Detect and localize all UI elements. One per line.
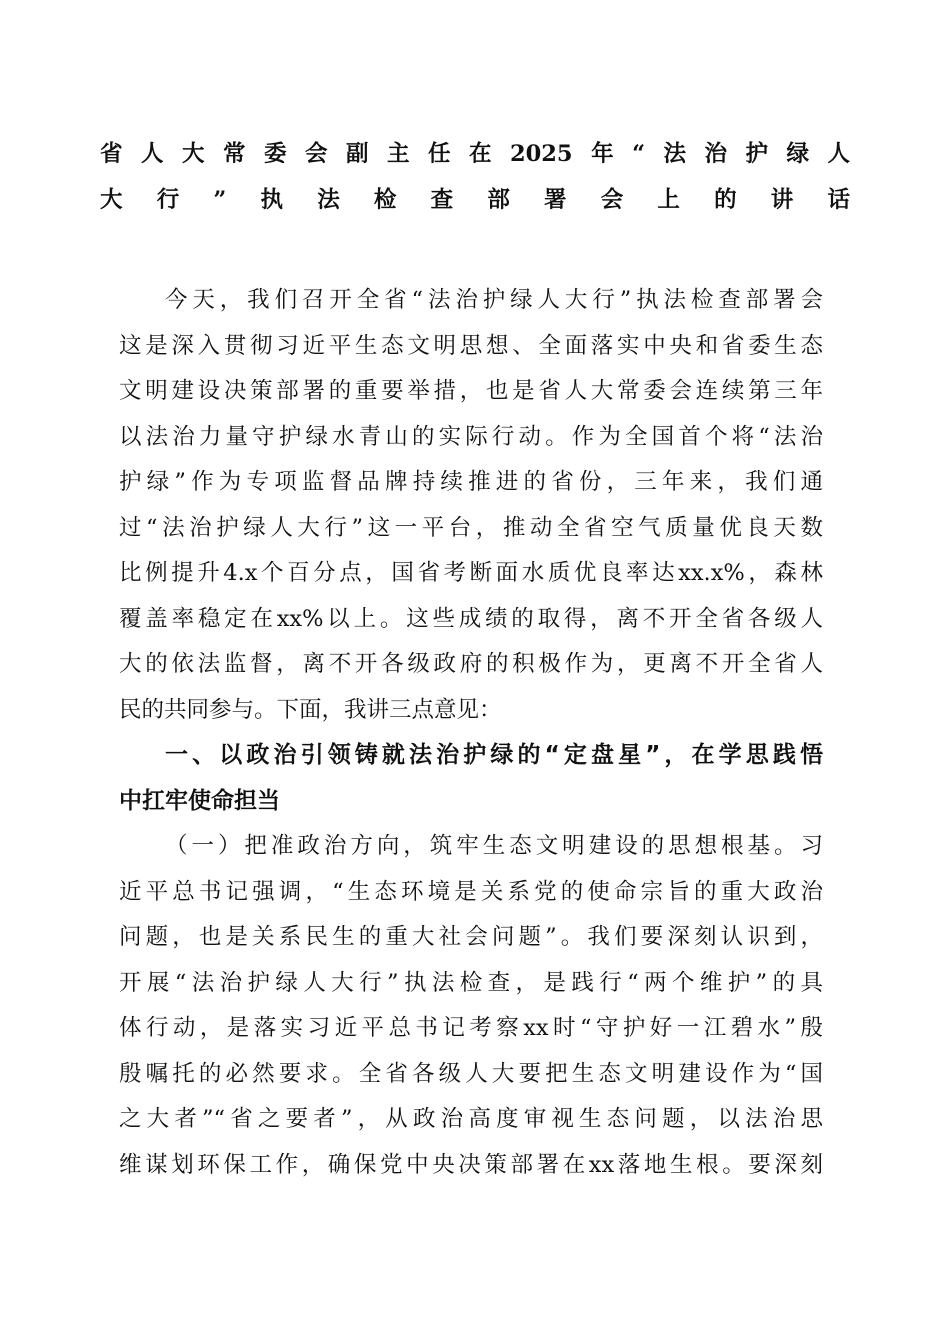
document-body bbox=[119, 278, 823, 1188]
paragraph-line: （一）把准政治方向，筑牢生态文明建设的思想根基。习 bbox=[165, 833, 823, 859]
heading-line: 中扛牢使命担当 bbox=[119, 787, 280, 814]
heading-line: 一、以政治引领铸就法治护绿的“定盘星”，在学思践悟 bbox=[165, 742, 823, 768]
paragraph-line: 比例提升4.x个百分点，国省考断面水质优良率达xx.x%，森林 bbox=[119, 560, 823, 586]
title-line-1: 省人大常委会副主任在2025年“法治护绿人 bbox=[100, 141, 850, 167]
title-line-2: 大行”执法检查部署会上的讲话 bbox=[100, 186, 850, 213]
paragraph-line: 近平总书记强调，“生态环境是关系党的使命宗旨的重大政治 bbox=[119, 878, 823, 905]
paragraph-line: 覆盖率稳定在xx%以上。这些成绩的取得，离不开全省各级人 bbox=[119, 605, 823, 632]
paragraph-line: 殷嘱托的必然要求。全省各级人大要把生态文明建设作为“国 bbox=[119, 1060, 823, 1087]
paragraph-line: 今天，我们召开全省“法治护绿人大行”执法检查部署会 bbox=[165, 287, 823, 313]
paragraph-intro bbox=[119, 278, 823, 733]
paragraph-line: 体行动，是落实习近平总书记考察xx时“守护好一江碧水”殷 bbox=[119, 1015, 823, 1041]
paragraph-line: 这是深入贯彻习近平生态文明思想、全面落实中央和省委生态 bbox=[119, 332, 823, 359]
paragraph-line: 大的依法监督，离不开各级政府的积极作为，更离不开全省人 bbox=[119, 651, 823, 677]
paragraph-line: 以法治力量守护绿水青山的实际行动。作为全国首个将“法治 bbox=[119, 423, 823, 450]
paragraph-subsection-1 bbox=[119, 824, 823, 1188]
paragraph-line: 开展“法治护绿人大行”执法检查，是践行“两个维护”的具 bbox=[119, 969, 823, 996]
paragraph-line: 问题，也是关系民生的重大社会问题”。我们要深刻认识到， bbox=[119, 924, 823, 950]
paragraph-line: 民的共同参与。下面，我讲三点意见： bbox=[119, 696, 502, 723]
paragraph-line: 文明建设决策部署的重要举措，也是省人大常委会连续第三年 bbox=[119, 378, 823, 404]
section-heading-1 bbox=[119, 733, 823, 824]
paragraph-line: 之大者”“省之要者”，从政治高度审视生态问题，以法治思 bbox=[119, 1106, 823, 1132]
document-title bbox=[100, 132, 850, 223]
paragraph-line: 护绿”作为专项监督品牌持续推进的省份，三年来，我们通 bbox=[119, 469, 823, 495]
paragraph-line: 过“法治护绿人大行”这一平台，推动全省空气质量优良天数 bbox=[119, 514, 823, 541]
paragraph-line: 维谋划环保工作，确保党中央决策部署在xx落地生根。要深刻 bbox=[119, 1151, 823, 1178]
